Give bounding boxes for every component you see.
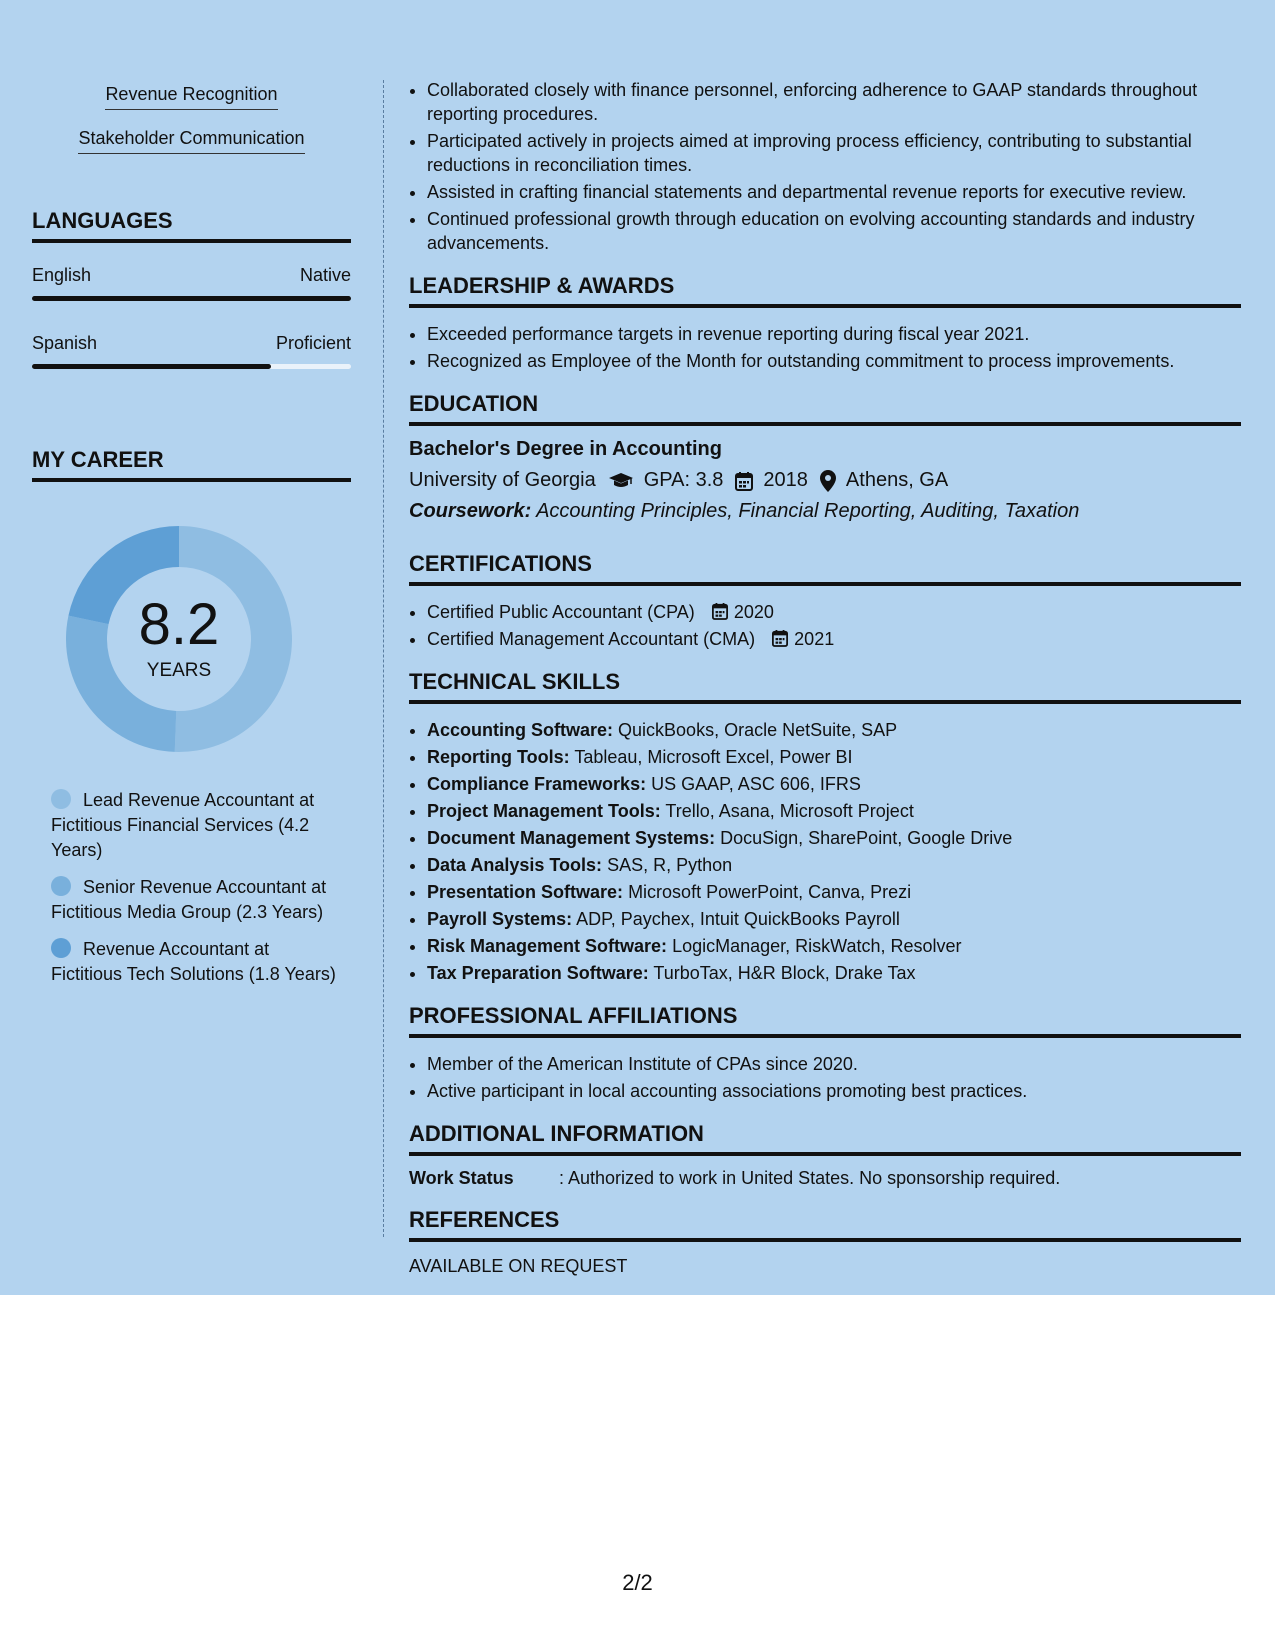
list-item	[427, 907, 1241, 931]
skill-label: Project Management Tools:	[427, 801, 661, 821]
list-item	[427, 961, 1241, 985]
skill-value: Trello, Asana, Microsoft Project	[665, 801, 914, 821]
list-item	[427, 745, 1241, 769]
language-name: English	[32, 265, 92, 285]
experience-bullets	[409, 78, 1241, 255]
calendar-icon	[735, 471, 753, 491]
language-level: Native	[299, 265, 351, 285]
list-item	[427, 853, 1241, 877]
language-row	[32, 265, 351, 286]
list-item	[427, 799, 1241, 823]
certification-year: 2021	[794, 629, 835, 649]
career-heading: MY CAREER	[32, 447, 351, 482]
section-heading: LEADERSHIP & AWARDS	[409, 273, 1241, 308]
languages-heading: LANGUAGES	[32, 208, 351, 243]
language-bar-fill	[32, 296, 351, 301]
additional-info-section	[409, 1121, 1241, 1189]
references-text: AVAILABLE ON REQUEST	[409, 1256, 628, 1276]
career-legend-label: Senior Revenue Accountant at Fictitious Media Group (2.3 Years)	[51, 877, 327, 922]
calendar-icon	[712, 602, 728, 620]
legend-dot	[51, 938, 71, 958]
list-item	[427, 772, 1241, 796]
skill-label: Reporting Tools:	[427, 747, 570, 767]
work-status-row	[409, 1168, 1241, 1189]
education-section	[409, 391, 1241, 523]
skill-label: Compliance Frameworks:	[427, 774, 647, 794]
career-unit: YEARS	[146, 660, 212, 681]
list-item: • Participated actively in projects aimed at improving process efficiency, contributing to substantial reductions in reconciliation times.	[427, 129, 1241, 177]
skill-label: Tax Preparation Software:	[427, 963, 649, 983]
career-legend	[51, 788, 341, 987]
skill-value: Microsoft PowerPoint, Canva, Prezi	[628, 882, 912, 902]
list-item: • Active participant in local accounting associations promoting best practices.	[427, 1079, 1241, 1103]
work-status-value: : Authorized to work in United States. No sponsorship required.	[559, 1168, 1061, 1188]
list-item	[427, 627, 1241, 651]
section-heading: CERTIFICATIONS	[409, 551, 1241, 586]
section-heading: EDUCATION	[409, 391, 1241, 426]
references-section	[409, 1207, 1241, 1277]
certification-name: Certified Management Accountant (CMA)	[427, 629, 756, 649]
gpa: GPA: 3.8	[643, 469, 724, 491]
certification-year: 2020	[733, 602, 774, 622]
skill-value: TurboTax, H&R Block, Drake Tax	[653, 963, 916, 983]
main-content	[409, 78, 1241, 1277]
section-heading: PROFESSIONAL AFFILIATIONS	[409, 1003, 1241, 1038]
skill-value: US GAAP, ASC 606, IFRS	[651, 774, 861, 794]
career-legend-item	[51, 937, 341, 987]
skill-value: DocuSign, SharePoint, Google Drive	[720, 828, 1013, 848]
language-level: Proficient	[275, 333, 351, 353]
section-heading: REFERENCES	[409, 1207, 1241, 1242]
degree: Bachelor's Degree in Accounting	[409, 438, 722, 460]
language-bar	[32, 364, 351, 369]
skill-value: ADP, Paychex, Intuit QuickBooks Payroll	[576, 909, 900, 929]
languages-section	[32, 208, 351, 369]
list-item: • Assisted in crafting financial statements and departmental revenue reports for executive review.	[427, 180, 1241, 204]
career-legend-label: Lead Revenue Accountant at Fictitious Financial Services (4.2 Years)	[51, 790, 315, 860]
certification-name: Certified Public Accountant (CPA)	[427, 602, 695, 622]
list-item: • Continued professional growth through education on evolving accounting standards and industry advancements.	[427, 207, 1241, 255]
language-bar	[32, 296, 351, 301]
career-legend-item	[51, 875, 341, 925]
career-section	[32, 447, 351, 987]
list-item	[427, 718, 1241, 742]
skill-value: Tableau, Microsoft Excel, Power BI	[574, 747, 853, 767]
school: University of Georgia	[409, 469, 596, 491]
coursework	[409, 500, 1241, 523]
coursework-list: Accounting Principles, Financial Reporting, Auditing, Taxation	[536, 500, 1080, 522]
legend-dot	[51, 876, 71, 896]
skill-value: QuickBooks, Oracle NetSuite, SAP	[618, 720, 898, 740]
section-heading: ADDITIONAL INFORMATION	[409, 1121, 1241, 1156]
skill-value: LogicManager, RiskWatch, Resolver	[672, 936, 962, 956]
career-total: 8.2	[138, 592, 220, 657]
graduation-year: 2018	[763, 469, 808, 491]
skill-tag: Revenue Recognition	[105, 84, 277, 110]
education-details	[409, 469, 1241, 492]
language-bar-fill	[32, 364, 271, 369]
page-number: 2/2	[622, 1570, 653, 1595]
technical-skills-section	[409, 669, 1241, 985]
skill-tag: Stakeholder Communication	[78, 128, 304, 154]
list-item: • Member of the American Institute of CPAs since 2020.	[427, 1052, 1241, 1076]
graduation-cap-icon	[608, 472, 634, 490]
career-donut	[64, 524, 294, 754]
work-status-label: Work Status	[409, 1168, 514, 1188]
column-divider	[383, 80, 384, 1237]
career-legend-item	[51, 788, 341, 863]
section-heading: TECHNICAL SKILLS	[409, 669, 1241, 704]
skill-label: Document Management Systems:	[427, 828, 716, 848]
affiliations-section	[409, 1003, 1241, 1103]
list-item	[427, 600, 1241, 624]
list-item	[427, 880, 1241, 904]
skill-label: Data Analysis Tools:	[427, 855, 603, 875]
list-item: • Recognized as Employee of the Month for outstanding commitment to process improvements.	[427, 349, 1241, 373]
calendar-icon	[772, 629, 788, 647]
language-row	[32, 333, 351, 354]
map-pin-icon	[820, 470, 836, 492]
list-item: • Exceeded performance targets in revenue reporting during fiscal year 2021.	[427, 322, 1241, 346]
list-item	[427, 934, 1241, 958]
skill-label: Risk Management Software:	[427, 936, 668, 956]
location: Athens, GA	[845, 469, 949, 491]
skill-label: Presentation Software:	[427, 882, 624, 902]
skill-label: Payroll Systems:	[427, 909, 573, 929]
language-name: Spanish	[32, 333, 98, 353]
sidebar	[32, 84, 351, 999]
list-item	[427, 826, 1241, 850]
skill-value: SAS, R, Python	[607, 855, 733, 875]
skill-tags	[32, 84, 351, 172]
career-legend-label: Revenue Accountant at Fictitious Tech Solutions (1.8 Years)	[51, 939, 336, 984]
leadership-section	[409, 273, 1241, 373]
coursework-label: Coursework:	[409, 500, 532, 522]
legend-dot	[51, 789, 71, 809]
list-item: • Collaborated closely with finance personnel, enforcing adherence to GAAP standards throughout reporting procedures.	[427, 78, 1241, 126]
skill-label: Accounting Software:	[427, 720, 614, 740]
certifications-section	[409, 551, 1241, 651]
